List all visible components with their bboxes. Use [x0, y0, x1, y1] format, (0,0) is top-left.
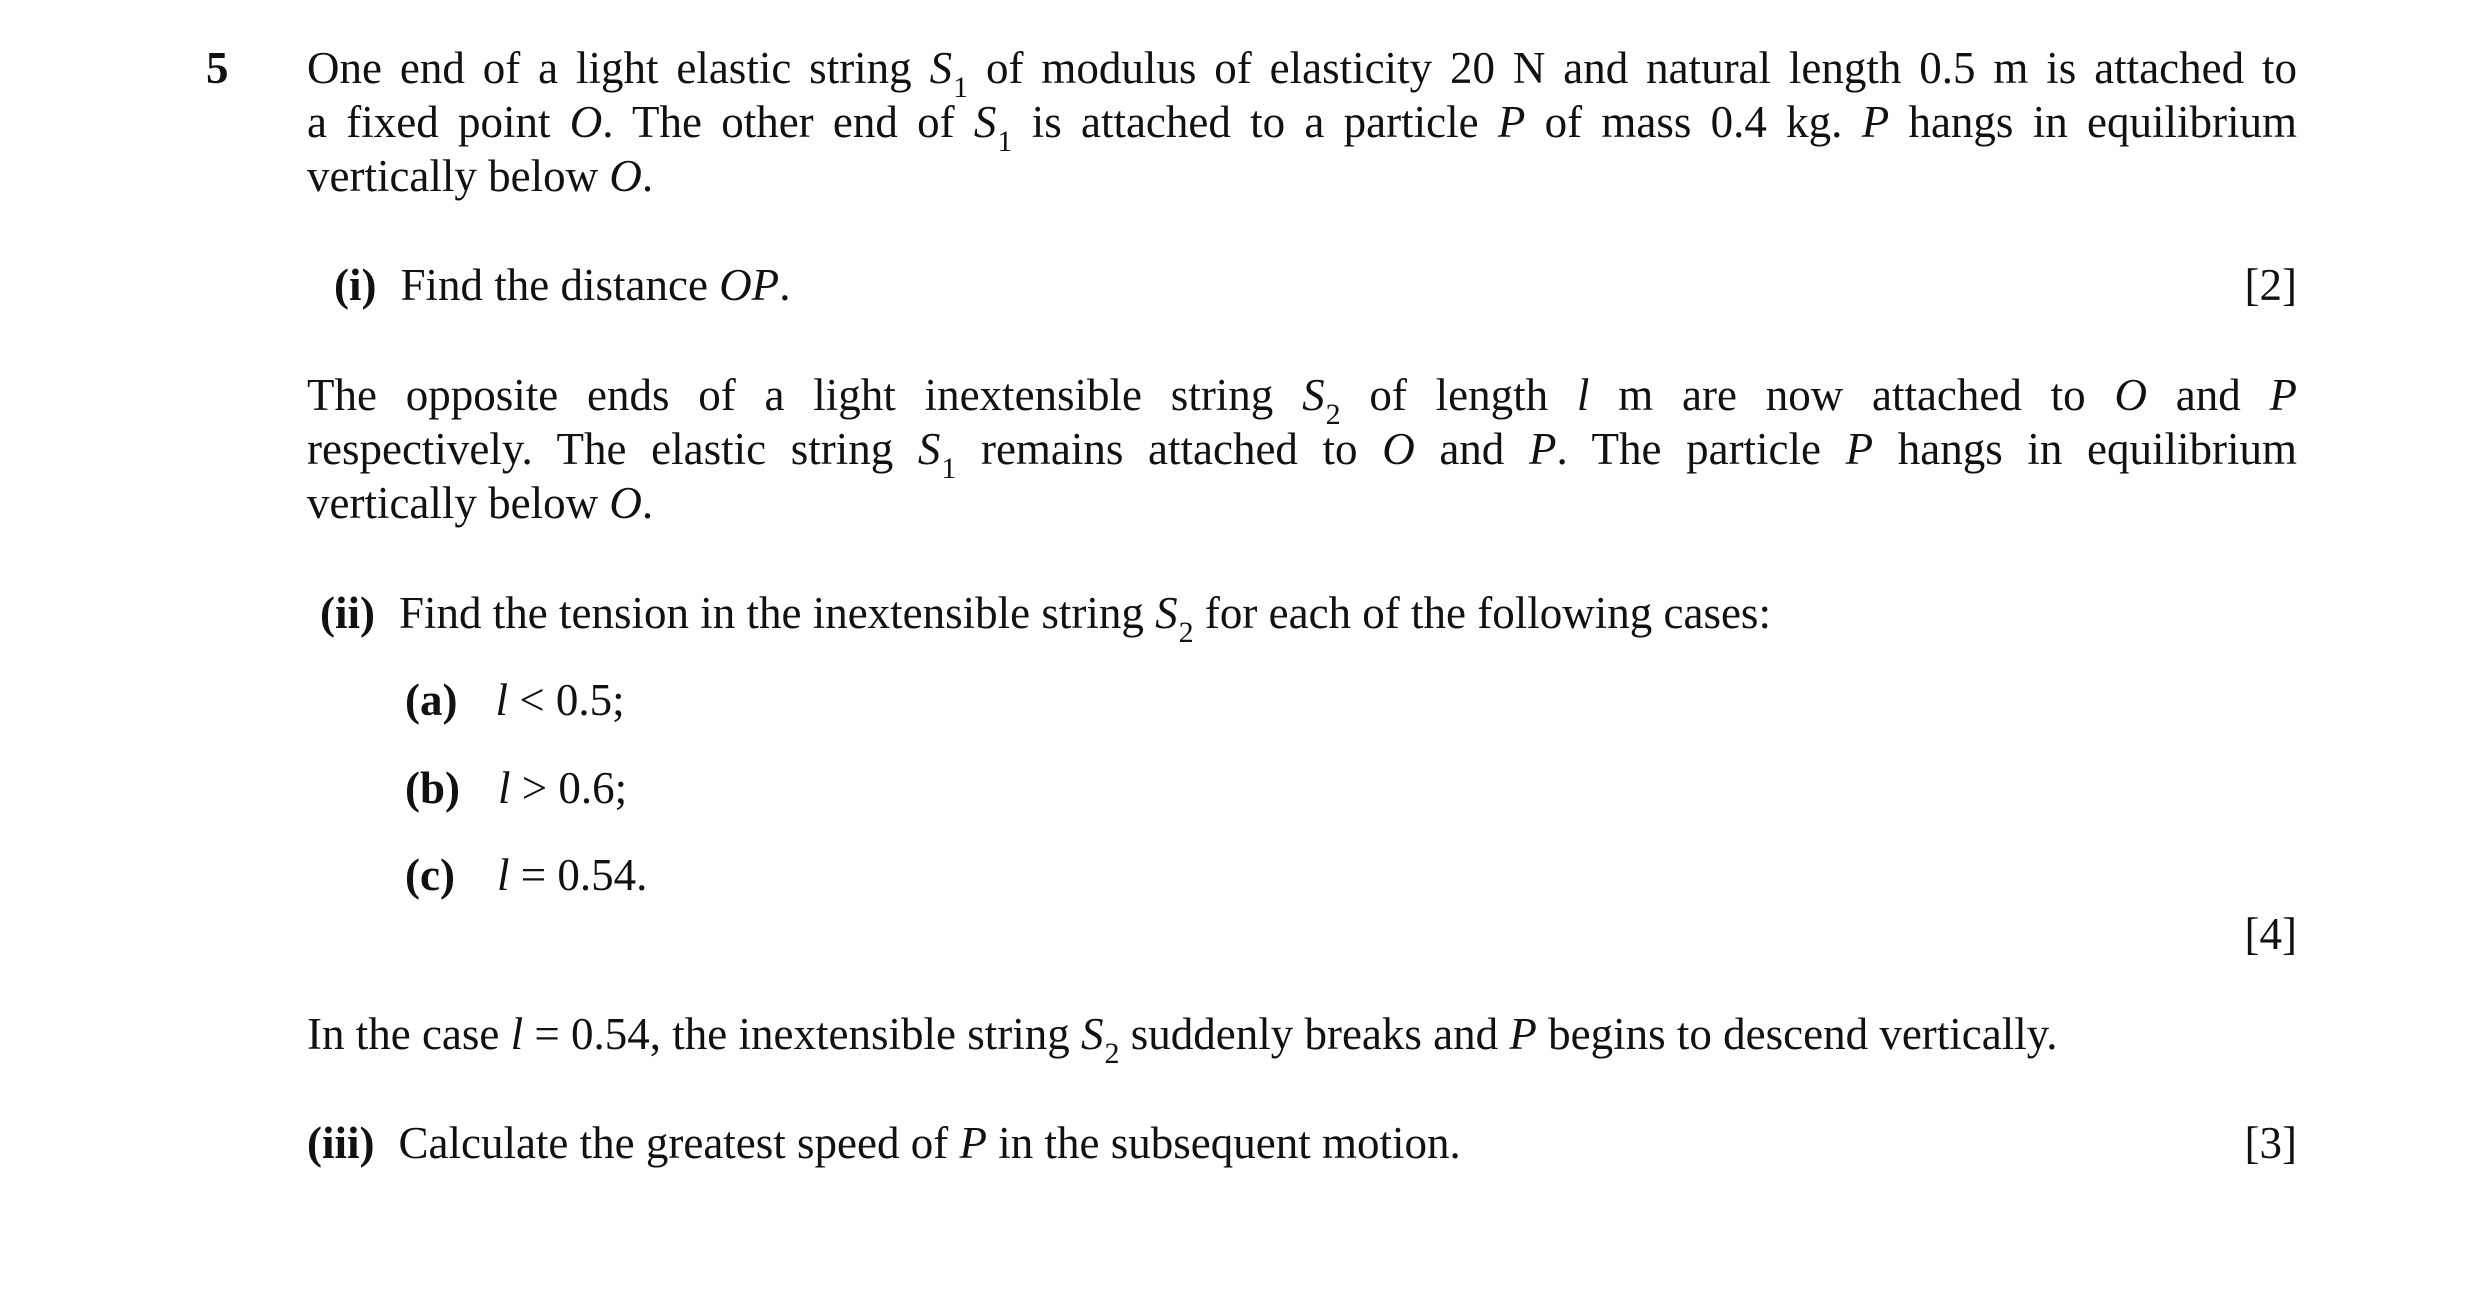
para2-text: vertically below	[307, 478, 610, 528]
intro-line-3	[307, 151, 654, 201]
intro-text: of mass 0.4 kg.	[1525, 97, 1862, 147]
symbol-o: O	[609, 478, 642, 528]
symbol-p: P	[1528, 424, 1557, 474]
part-ii	[320, 588, 1771, 649]
symbol-p: P	[1509, 1009, 1537, 1059]
para2-text: and	[2146, 370, 2270, 420]
para2-text: respectively. The elastic string	[307, 424, 918, 474]
para3-text: = 0.54, the inextensible string	[523, 1009, 1081, 1059]
para3-text: begins to descend vertically.	[1536, 1009, 2058, 1059]
case-a-relation: < 0.5;	[508, 675, 625, 725]
para2-text: remains attached to	[956, 424, 1383, 474]
para2-text: hangs in equilibrium	[1873, 424, 2297, 474]
symbol-l: l	[498, 763, 511, 813]
symbol-o: O	[569, 97, 603, 147]
subscript-1: 1	[941, 452, 957, 485]
para2-line-1	[307, 370, 2297, 431]
case-c	[405, 850, 648, 900]
symbol-p: P	[1845, 424, 1874, 474]
symbol-l: l	[496, 850, 510, 900]
symbol-s: S	[1080, 1009, 1104, 1059]
para3	[307, 1009, 2058, 1070]
para2-line-3	[307, 478, 654, 528]
intro-text: of modulus of elasticity 20 N and natural length 0.5 m is attached to	[968, 43, 2297, 93]
para2-text: and	[1414, 424, 1529, 474]
symbol-o: O	[2114, 370, 2147, 420]
symbol-op: OP	[719, 260, 780, 310]
part-ii-marks: [4]	[2244, 909, 2297, 959]
symbol-p: P	[2269, 370, 2297, 420]
part-iii-label: (iii)	[307, 1118, 375, 1168]
intro-text: a fixed point	[307, 97, 570, 147]
para2-text: m are now attached to	[1589, 370, 2115, 420]
symbol-s: S	[929, 43, 953, 93]
part-ii-label: (ii)	[320, 588, 375, 638]
part-i-text: Find the distance	[400, 260, 720, 310]
para2-line-2	[307, 424, 2297, 485]
part-ii-text: for each of the following cases:	[1193, 588, 1771, 638]
part-iii-marks: [3]	[2244, 1118, 2297, 1168]
case-a-label: (a)	[405, 675, 458, 725]
para2-text: of length	[1340, 370, 1577, 420]
subscript-2: 2	[1178, 616, 1194, 649]
part-i	[334, 260, 791, 310]
question-number: 5	[206, 43, 229, 93]
case-a	[405, 675, 625, 725]
para2-text: .	[641, 478, 654, 528]
symbol-p: P	[959, 1118, 987, 1168]
symbol-o: O	[1382, 424, 1415, 474]
intro-text: hangs in equilibrium	[1889, 97, 2297, 147]
para2-text: . The particle	[1556, 424, 1846, 474]
symbol-s: S	[973, 97, 997, 147]
part-iii-text: Calculate the greatest speed of	[398, 1118, 960, 1168]
case-c-label: (c)	[405, 850, 455, 900]
part-i-end: .	[779, 260, 791, 310]
symbol-s: S	[1302, 370, 1325, 420]
para3-text: suddenly breaks and	[1119, 1009, 1510, 1059]
case-b-relation: > 0.6;	[510, 763, 628, 813]
symbol-l: l	[495, 675, 508, 725]
part-i-marks: [2]	[2244, 260, 2297, 310]
subscript-2: 2	[1104, 1037, 1120, 1070]
case-b-label: (b)	[405, 763, 460, 813]
intro-text: .	[641, 151, 654, 201]
part-ii-text: Find the tension in the inextensible string	[398, 588, 1156, 638]
symbol-l: l	[510, 1009, 524, 1059]
intro-text: is attached to a particle	[1012, 97, 1498, 147]
subscript-2: 2	[1325, 398, 1341, 431]
symbol-s: S	[1155, 588, 1178, 638]
symbol-o: O	[609, 151, 642, 201]
intro-text: vertically below	[307, 151, 610, 201]
part-i-label: (i)	[334, 260, 377, 310]
symbol-l: l	[1576, 370, 1590, 420]
case-c-relation: = 0.54.	[509, 850, 648, 900]
symbol-p: P	[1497, 97, 1526, 147]
subscript-1: 1	[997, 125, 1013, 158]
para3-text: In the case	[307, 1009, 511, 1059]
intro-text: . The other end of	[602, 97, 974, 147]
intro-line-1	[307, 43, 2297, 104]
subscript-1: 1	[953, 71, 969, 104]
symbol-s: S	[917, 424, 941, 474]
part-iii	[307, 1118, 1461, 1168]
part-iii-text: in the subsequent motion.	[987, 1118, 1461, 1168]
para2-text: The opposite ends of a light inextensible string	[307, 370, 1303, 420]
symbol-p: P	[1861, 97, 1890, 147]
intro-line-2	[307, 97, 2297, 158]
intro-text: One end of a light elastic string	[307, 43, 930, 93]
case-b	[405, 763, 628, 813]
